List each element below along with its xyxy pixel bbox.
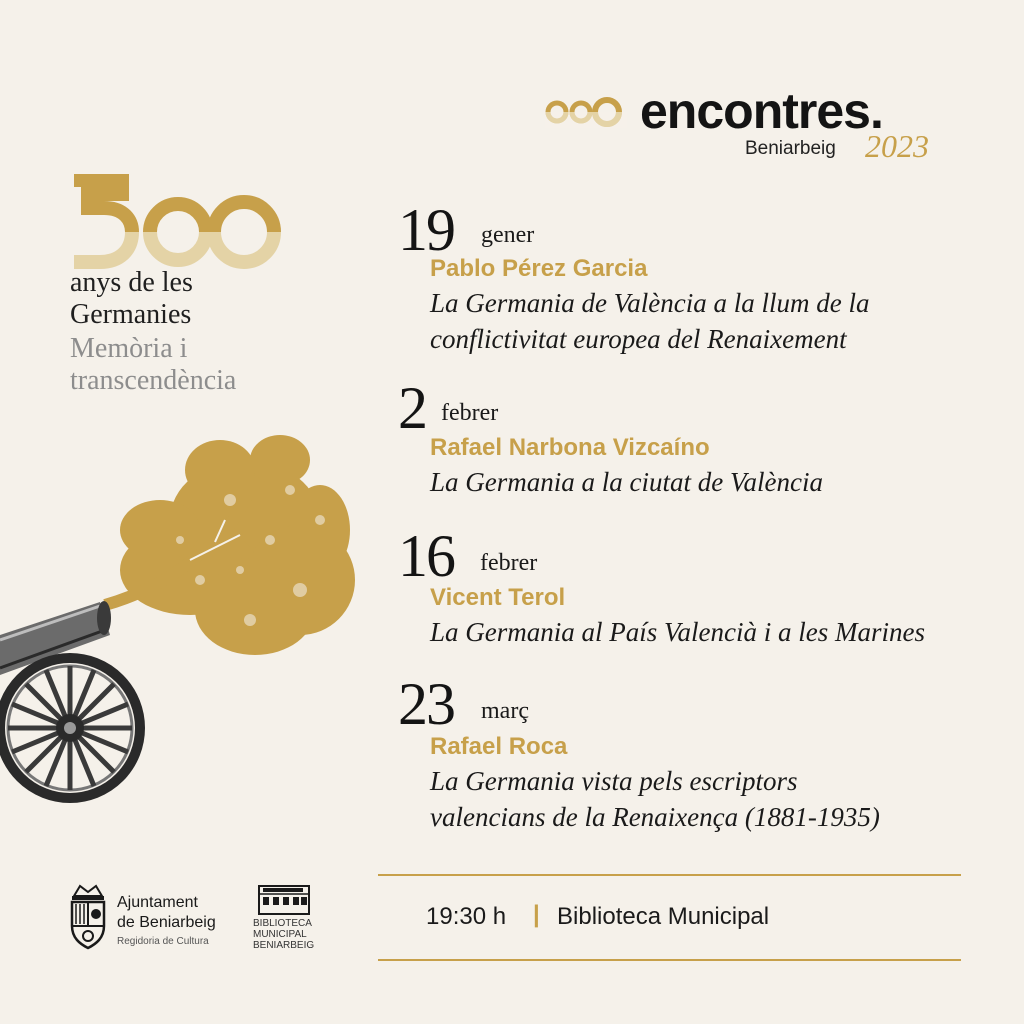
encontres-logo-icon bbox=[545, 96, 627, 128]
anniversary-line-3: Memòria i bbox=[70, 333, 188, 364]
anniversary-line-1: anys de les bbox=[70, 267, 193, 298]
session-3-day: 16 bbox=[398, 523, 454, 589]
brand-year: 2023 bbox=[865, 128, 929, 164]
session-2-title-line-1: La Germania a la ciutat de València bbox=[430, 467, 823, 497]
coat-of-arms-icon bbox=[66, 882, 110, 952]
session-4-title-line-1: La Germania vista pels escriptors bbox=[430, 766, 798, 796]
venue-place: Biblioteca Municipal bbox=[557, 903, 770, 930]
session-1-day: 19 bbox=[398, 197, 454, 263]
session-1-title-line-1: La Germania de València a la llum de la bbox=[430, 288, 870, 318]
five-hundred-number: 500 bbox=[66, 174, 68, 175]
session-1-speaker: Pablo Pérez Garcia bbox=[430, 255, 648, 282]
anniversary-line-4: transcendència bbox=[70, 365, 237, 396]
cannon-tree-illustration bbox=[0, 430, 360, 820]
ajuntament-line-2: de Beniarbeig bbox=[117, 914, 216, 931]
session-4-day: 23 bbox=[398, 671, 454, 737]
session-2-day: 2 bbox=[398, 375, 426, 441]
venue-bottom-rule bbox=[378, 959, 961, 961]
session-4-speaker: Rafael Roca bbox=[430, 733, 568, 760]
session-3-speaker: Vicent Terol bbox=[430, 584, 566, 611]
ajuntament-line-3: Regidoria de Cultura bbox=[117, 936, 209, 947]
biblioteca-line-2: MUNICIPAL bbox=[253, 929, 307, 940]
session-2-speaker: Rafael Narbona Vizcaíno bbox=[430, 434, 710, 461]
session-3-month: febrer bbox=[480, 550, 538, 576]
session-1-month: gener bbox=[481, 222, 535, 248]
session-3-title-line-1: La Germania al País Valencià i a les Marines bbox=[430, 617, 925, 647]
venue-top-rule bbox=[378, 874, 961, 876]
ajuntament-line-1: Ajuntament bbox=[117, 894, 198, 911]
venue-time: 19:30 h bbox=[426, 903, 507, 930]
biblioteca-line-1: BIBLIOTECA bbox=[253, 918, 312, 929]
anniversary-line-2: Germanies bbox=[70, 299, 192, 330]
library-building-icon bbox=[253, 882, 315, 916]
brand-location: Beniarbeig bbox=[745, 138, 836, 159]
session-2-month: febrer bbox=[441, 400, 499, 426]
session-4-title-line-2: valencians de la Renaixença (1881-1935) bbox=[430, 802, 880, 832]
venue-separator: | bbox=[533, 901, 540, 928]
session-4-month: març bbox=[481, 698, 529, 724]
brand-title: encontres. bbox=[640, 83, 883, 139]
session-1-title-line-2: conflictivitat europea del Renaixement bbox=[430, 324, 847, 354]
biblioteca-line-3: BENIARBEIG bbox=[253, 940, 315, 951]
